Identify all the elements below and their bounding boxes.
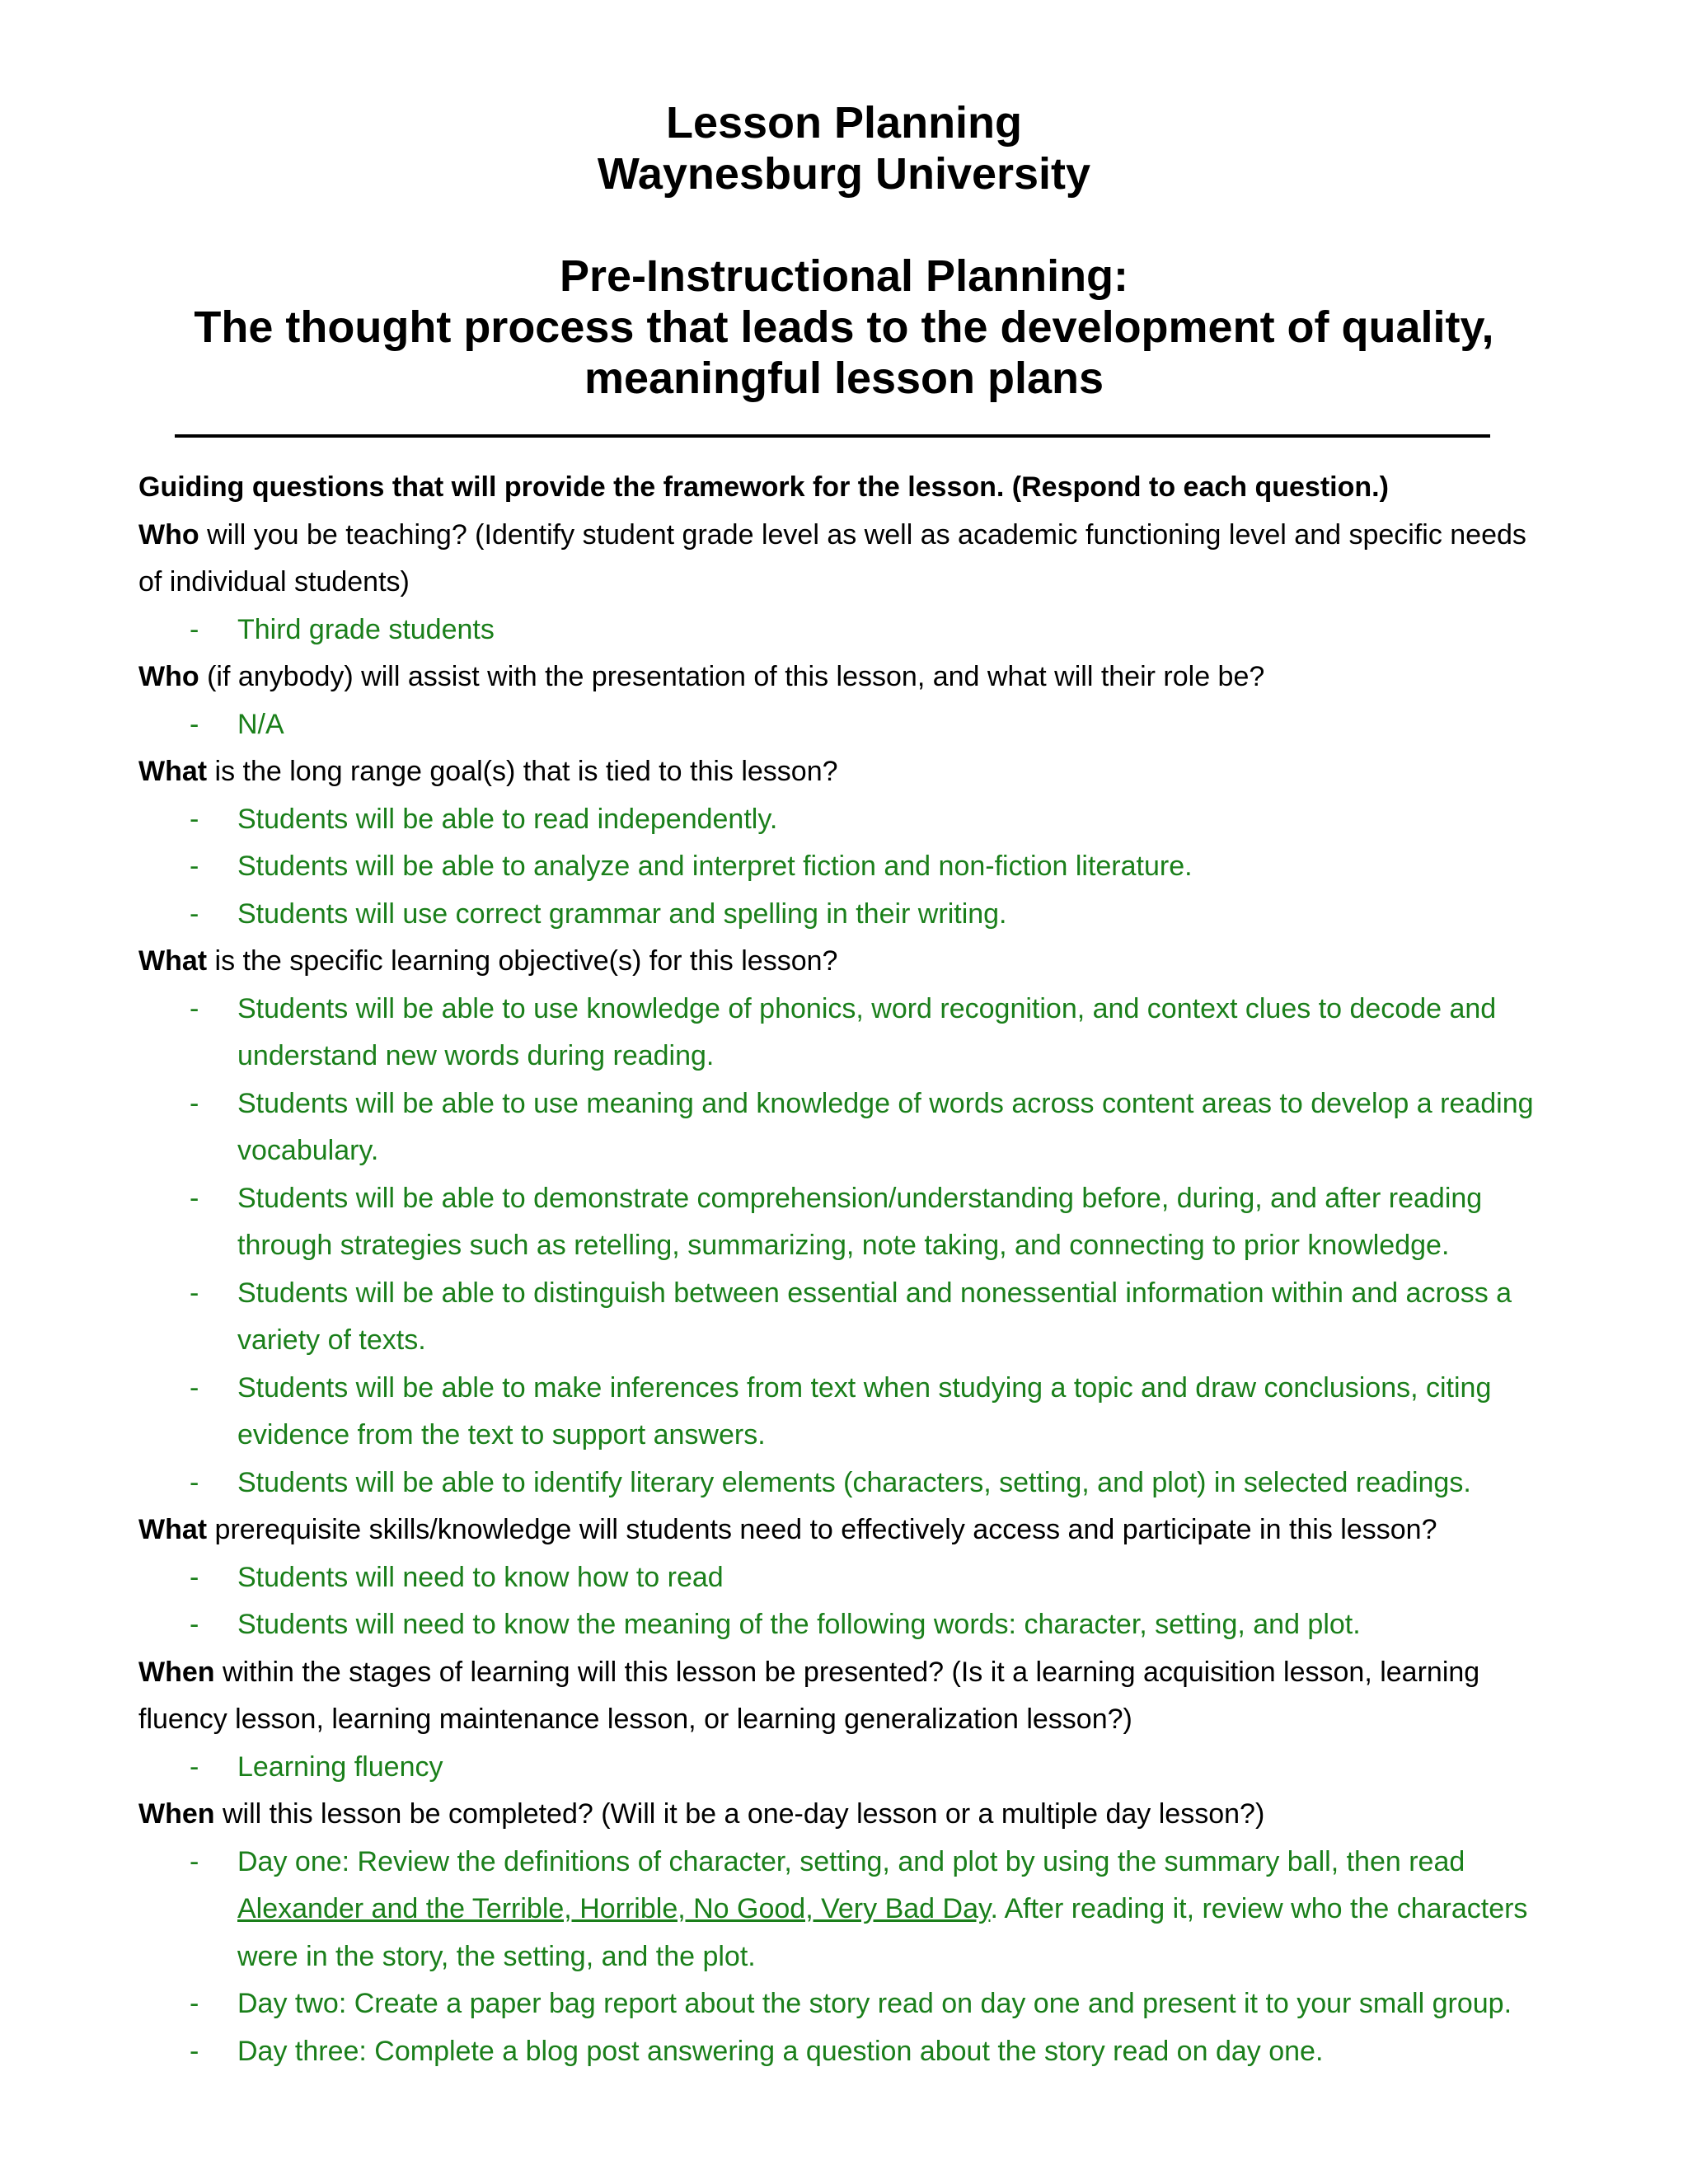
question-text: within the stages of learning will this lesson be presented? (Is it a learning acquisition lesson, learning fluency lesson, learning maintenance lesson, or learning generalization lesson?) (138, 1656, 1480, 1735)
answer-item: - Students will need to know the meaning of the following words: character, setting, and plot. (138, 1601, 1556, 1649)
question-long-range-goal (138, 748, 1556, 796)
question-lead: What (138, 945, 208, 977)
book-title: Alexander and the Terrible, Horrible, No Good, Very Bad Day (237, 1893, 991, 1924)
question-text: is the long range goal(s) that is tied to this lesson? (207, 756, 838, 787)
answer-list (138, 701, 1556, 749)
header-subtitle-line3: meaningful lesson plans (584, 354, 1104, 403)
header-spacer (0, 199, 1688, 251)
answer-item: - Students will be able to demonstrate comprehension/understanding before, during, and after reading through strategies such as retelling, summarizing, note taking, and connecting to prior knowledge. (138, 1175, 1556, 1270)
question-completion (138, 1791, 1556, 1839)
answer-item: - Students will be able to make inferences from text when studying a topic and draw conclusions, citing evidence from the text to support answers. (138, 1365, 1556, 1460)
question-lead: What (138, 1514, 208, 1545)
question-lead: What (138, 756, 208, 787)
answer-item-day-three: - Day three: Complete a blog post answering a question about the story read on day one. (138, 2028, 1556, 2076)
question-text: is the specific learning objective(s) for this lesson? (207, 945, 838, 977)
answer-item: - Students will be able to distinguish between essential and nonessential information within and across a variety of texts. (138, 1270, 1556, 1365)
question-prerequisites (138, 1507, 1556, 1554)
guiding-intro: Guiding questions that will provide the framework for the lesson. (Respond to each question.) (138, 471, 1389, 503)
answer-list (138, 796, 1556, 939)
header-subtitle-line2: The thought process that leads to the development of quality, (194, 302, 1494, 352)
answer-item: - Students will be able to use meaning and knowledge of words across content areas to develop a reading vocabulary. (138, 1080, 1556, 1175)
question-text: prerequisite skills/knowledge will students need to effectively access and participate in this lesson? (207, 1514, 1437, 1545)
answer-list (138, 1554, 1556, 1649)
answer-list (138, 607, 1556, 654)
answer-item: - Students will be able to analyze and interpret fiction and non-fiction literature. (138, 843, 1556, 891)
header-divider (175, 434, 1490, 438)
answer-list (138, 1744, 1556, 1792)
header-university: Waynesburg University (597, 149, 1091, 199)
answer-item: - Students will be able to identify literary elements (characters, setting, and plot) in selected readings. (138, 1460, 1556, 1507)
answer-item: - Students will need to know how to read (138, 1554, 1556, 1602)
answer-list (138, 986, 1556, 1507)
document-body (138, 464, 1556, 2075)
question-learning-stage (138, 1649, 1556, 1744)
question-text: will you be teaching? (Identify student grade level as well as academic functioning level and specific needs of individual students) (138, 518, 1526, 598)
day-one-text-end: . After reading it, review who the characters were in the story, the setting, and the plot. (237, 1893, 1528, 1972)
question-lead: Who (138, 661, 199, 692)
header-title: Lesson Planning (665, 98, 1023, 148)
document-header (0, 97, 1688, 404)
question-text: will this lesson be completed? (Will it be a one-day lesson or a multiple day lesson?) (214, 1798, 1265, 1830)
question-who-teaching (138, 512, 1556, 607)
header-subtitle: Pre-Instructional Planning: (559, 251, 1129, 301)
answer-list (138, 1839, 1556, 2076)
answer-item: - Students will be able to read independently. (138, 796, 1556, 844)
question-learning-objectives (138, 938, 1556, 986)
question-lead: When (138, 1798, 215, 1830)
answer-item-day-one (138, 1839, 1556, 1981)
answer-item-day-two: - Day two: Create a paper bag report about the story read on day one and present it to your small group. (138, 1980, 1556, 2028)
answer-item: - Third grade students (138, 607, 1556, 654)
question-lead: When (138, 1656, 215, 1688)
answer-item: - Students will use correct grammar and spelling in their writing. (138, 891, 1556, 939)
answer-item: - N/A (138, 701, 1556, 749)
question-text: (if anybody) will assist with the presentation of this lesson, and what will their role be? (199, 661, 1265, 692)
answer-item: - Learning fluency (138, 1744, 1556, 1792)
answer-item: - Students will be able to use knowledge of phonics, word recognition, and context clues to decode and understand new words during reading. (138, 986, 1556, 1080)
question-who-assist (138, 654, 1556, 701)
day-one-text: Day one: Review the definitions of character, setting, and plot by using the summary ball, then read (237, 1845, 1465, 1877)
question-lead: Who (138, 518, 199, 551)
